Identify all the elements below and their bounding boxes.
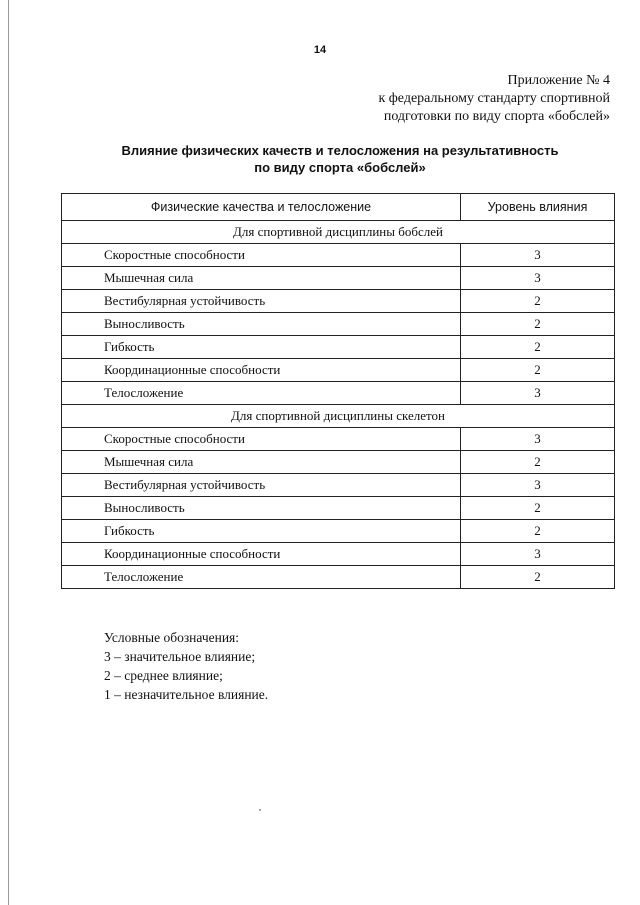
table-row: [62, 543, 615, 566]
table-row: [62, 428, 615, 451]
level-cell: 2: [461, 451, 615, 474]
page-edge: [8, 0, 9, 905]
quality-cell: Вестибулярная устойчивость: [62, 474, 461, 497]
scan-speck: [259, 809, 261, 811]
section-title: Для спортивной дисциплины бобслей: [62, 221, 615, 244]
quality-cell: Телосложение: [62, 566, 461, 589]
appendix-line-3: подготовки по виду спорта «бобслей»: [383, 109, 610, 124]
quality-cell: Выносливость: [62, 313, 461, 336]
table-row: [62, 520, 615, 543]
level-cell: 3: [461, 244, 615, 267]
legend: [104, 628, 268, 704]
legend-title: Условные обозначения:: [104, 630, 240, 645]
legend-item: 2 – среднее влияние;: [104, 668, 223, 683]
quality-cell: Гибкость: [62, 520, 461, 543]
level-cell: 2: [461, 313, 615, 336]
level-cell: 3: [461, 543, 615, 566]
level-cell: 3: [461, 428, 615, 451]
level-cell: 3: [461, 474, 615, 497]
page-number: 14: [313, 44, 327, 56]
quality-cell: Телосложение: [62, 382, 461, 405]
quality-cell: Выносливость: [62, 497, 461, 520]
quality-cell: Скоростные способности: [62, 244, 461, 267]
legend-item: 1 – незначительное влияние.: [104, 687, 269, 702]
level-cell: 2: [461, 497, 615, 520]
level-cell: 2: [461, 520, 615, 543]
table-row: [62, 244, 615, 267]
title-line-1: Влияние физических качеств и телосложения на результативность: [121, 143, 559, 158]
quality-cell: Скоростные способности: [62, 428, 461, 451]
level-cell: 2: [461, 566, 615, 589]
table-row: [62, 290, 615, 313]
table-row: [62, 313, 615, 336]
table-row: [62, 497, 615, 520]
table-header-row: [62, 194, 615, 221]
table-row: [62, 336, 615, 359]
section-row-bobsleigh: [62, 221, 615, 244]
table-row: [62, 451, 615, 474]
document-title: [0, 142, 640, 176]
quality-cell: Координационные способности: [62, 359, 461, 382]
table-row: [62, 566, 615, 589]
header-level: Уровень влияния: [461, 194, 615, 221]
header-quality: Физические качества и телосложение: [62, 194, 461, 221]
quality-cell: Мышечная сила: [62, 267, 461, 290]
level-cell: 2: [461, 359, 615, 382]
section-row-skeleton: [62, 405, 615, 428]
table-row: [62, 474, 615, 497]
quality-cell: Гибкость: [62, 336, 461, 359]
level-cell: 3: [461, 382, 615, 405]
level-cell: 2: [461, 290, 615, 313]
appendix-heading: [378, 72, 610, 126]
influence-table: [61, 193, 615, 589]
section-title: Для спортивной дисциплины скелетон: [62, 405, 615, 428]
level-cell: 2: [461, 336, 615, 359]
level-cell: 3: [461, 267, 615, 290]
quality-cell: Вестибулярная устойчивость: [62, 290, 461, 313]
table-row: [62, 267, 615, 290]
table-row: [62, 359, 615, 382]
appendix-line-2: к федеральному стандарту спортивной: [378, 91, 610, 106]
quality-cell: Координационные способности: [62, 543, 461, 566]
table-row: [62, 382, 615, 405]
title-line-2: по виду спорта «бобслей»: [254, 160, 426, 175]
quality-cell: Мышечная сила: [62, 451, 461, 474]
appendix-line-1: Приложение № 4: [507, 73, 610, 88]
legend-item: 3 – значительное влияние;: [104, 649, 256, 664]
